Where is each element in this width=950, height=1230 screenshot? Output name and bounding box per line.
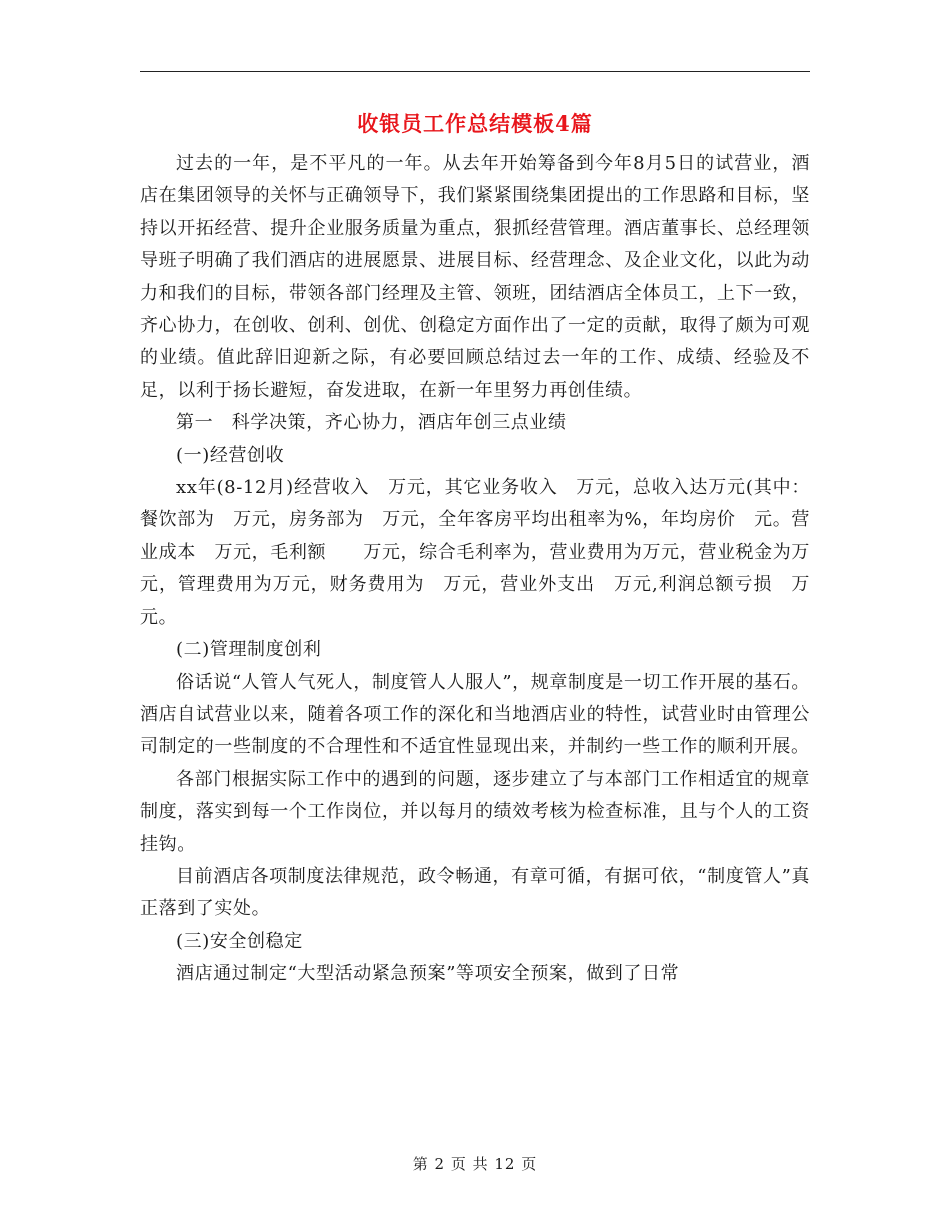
paragraph-current-status: 目前酒店各项制度法律规范，政令畅通，有章可循，有据可依，“制度管人”真正落到了实处。	[140, 865, 810, 920]
paragraph-safety: 酒店通过制定“大型活动紧急预案”等项安全预案，做到了日常	[176, 963, 680, 985]
header-rule	[140, 71, 810, 72]
paragraph-intro: 过去的一年，是不平凡的一年。从去年开始筹备到今年8月5日的试营业，酒店在集团领导的关怀与正确领导下，我们紧紧围绕集团提出的工作思路和目标，坚持以开拓经营、提升企业服务质量为重点，狠抓经营管理。酒店董事长、总经理领导班子明确了我们酒店的进展愿景、进展目标、经营理念、及企业文化，以此为动力和我们的目标，带领各部门经理及主管、领班，团结酒店全体员工，上下一致，齐心协力，在创收、创利、创优、创稳定方面作出了一定的贡献，取得了颇为可观的业绩。值此辞旧迎新之际，有必要回顾总结过去一年的工作、成绩、经验及不足，以利于扬长避短，奋发进取，在新一年里努力再创佳绩。	[140, 153, 810, 401]
paragraph-departments: 各部门根据实际工作中的遇到的问题，逐步建立了与本部门工作相适宜的规章制度，落实到每一个工作岗位，并以每月的绩效考核为检查标准，且与个人的工资挂钩。	[140, 768, 810, 855]
subsection-heading-safety: (三)安全创稳定	[176, 930, 303, 952]
section-heading-1: 第一 科学决策，齐心协力，酒店年创三点业绩	[176, 412, 567, 434]
subsection-heading-management: (二)管理制度创利	[176, 639, 322, 661]
page-number: 第 2 页 共 12 页	[412, 1155, 538, 1173]
document-body	[140, 148, 810, 991]
subsection-heading-operations: (一)经营创收	[176, 444, 285, 466]
document-title: 收银员工作总结模板4篇	[357, 111, 593, 136]
paragraph-rules: 俗话说“人管人气死人，制度管人人服人”，规章制度是一切工作开展的基石。酒店自试营业以来，随着各项工作的深化和当地酒店业的特性，试营业时由管理公司制定的一些制度的不合理性和不适宜性显现出来，并制约一些工作的顺利开展。	[140, 671, 810, 758]
paragraph-revenue: xx年(8-12月)经营收入 万元，其它业务收入 万元，总收入达万元(其中：餐饮部为 万元，房务部为 万元，全年客房平均出租率为%，年均房价 元。营业成本 万元，毛利额 万元，综合毛利率为，营业费用为万元，营业税金为万元，管理费用为万元，财务费用为 万元，营业外支出 万元,利润总额亏损 万元。	[140, 477, 810, 628]
